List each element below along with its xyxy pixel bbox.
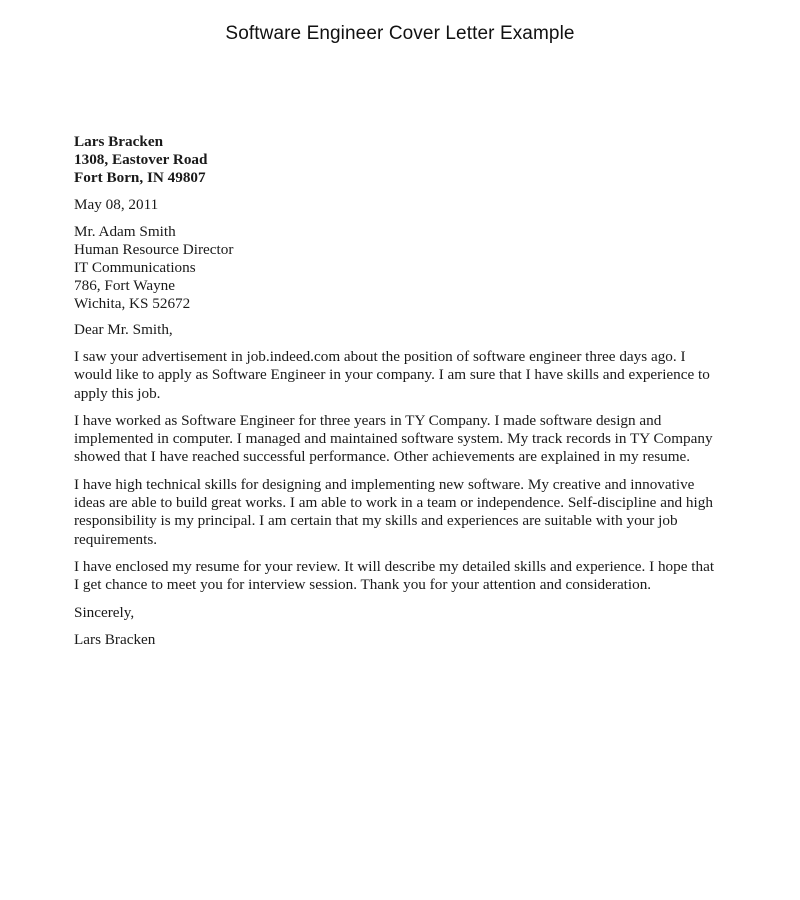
salutation: Dear Mr. Smith, xyxy=(74,321,173,338)
recipient-company: IT Communications xyxy=(74,259,196,276)
signature-name: Lars Bracken xyxy=(74,630,156,648)
sender-street: 1308, Eastover Road xyxy=(74,151,208,168)
body-paragraph-3: I have high technical skills for designing and implementing new software. My creative and innovative ideas are able to build great works. I am able to work in a team or independence. Self-discipline and high responsibility is my principal. I am certain that my skills and experiences are suitable with your job requirements. xyxy=(74,475,713,548)
body-paragraph-1: I saw your advertisement in job.indeed.com about the position of software engineer three days ago. I would like to apply as Software Engineer in your company. I am sure that I have skills and experience to apply this job. xyxy=(74,348,710,402)
sender-name: Lars Bracken xyxy=(74,133,164,150)
recipient-name: Mr. Adam Smith xyxy=(74,223,176,240)
body-paragraph-2: I have worked as Software Engineer for three years in TY Company. I made software design and implemented in computer. I managed and maintained software system. My track records in TY Company showed that I have reached successful performance. Other achievements are explained in my resume. xyxy=(74,411,713,466)
recipient-city-state-zip: Wichita, KS 52672 xyxy=(74,295,191,312)
sender-city-state-zip: Fort Born, IN 49807 xyxy=(74,169,206,186)
recipient-street: 786, Fort Wayne xyxy=(74,277,176,294)
sender-address-block xyxy=(74,133,719,187)
body-paragraph-4: I have enclosed my resume for your review. It will describe my detailed skills and experience. I hope that I get chance to meet you for interview session. Thank you for your attention and consideration. xyxy=(74,557,715,594)
page-title: Software Engineer Cover Letter Example xyxy=(225,23,575,44)
closing-line: Sincerely, xyxy=(74,603,135,621)
cover-letter-body xyxy=(74,133,719,649)
recipient-job-title: Human Resource Director xyxy=(74,241,234,258)
recipient-address-block xyxy=(74,223,719,313)
letter-date: May 08, 2011 xyxy=(74,196,159,213)
